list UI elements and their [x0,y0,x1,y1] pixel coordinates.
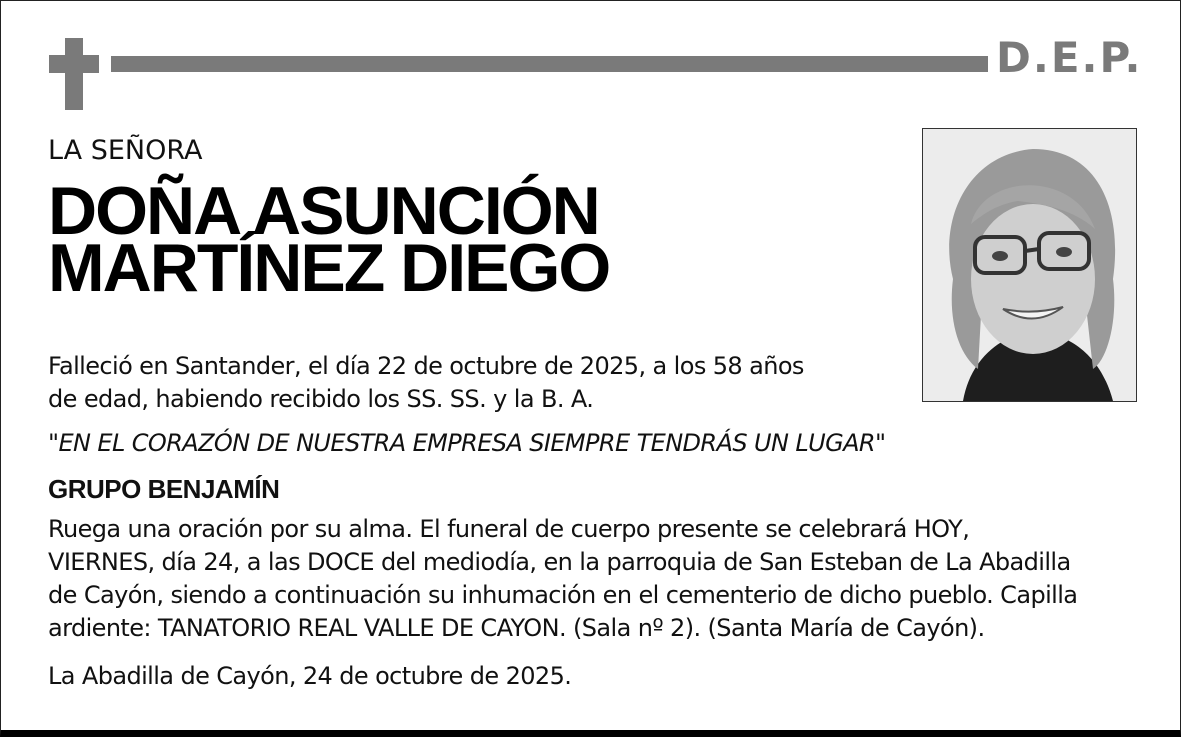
ceremony-line-4: ardiente: TANATORIO REAL VALLE DE CAYON. (Sala nº 2). (Santa María de Cayón). [48,614,985,642]
details-line-2: de edad, habiendo recibido los SS. SS. y la B. A. [48,385,594,413]
cross-icon [49,38,99,110]
death-details [48,350,804,416]
ceremony-details [48,513,1077,645]
company-name: GRUPO BENJAMÍN [48,474,280,504]
deceased-name [48,173,610,306]
title-prefix: LA SEÑORA [48,135,203,166]
ceremony-line-2: VIERNES, día 24, a las DOCE del mediodía, en la parroquia de San Esteban de La Abadilla [48,548,1071,576]
dep-mark: D.E.P. [996,33,1143,82]
ceremony-line-3: de Cayón, siendo a continuación su inhumación en el cementerio de dicho pueblo. Capilla [48,581,1078,609]
name-line-1: DOÑA ASUNCIÓN [48,173,599,249]
details-line-1: Falleció en Santander, el día 22 de octubre de 2025, a los 58 años [48,352,804,380]
portrait-photo [922,128,1137,402]
header-rule [111,56,988,72]
place-date: La Abadilla de Cayón, 24 de octubre de 2025. [48,662,572,690]
ceremony-line-1: Ruega una oración por su alma. El funeral de cuerpo presente se celebrará HOY, [48,515,970,543]
tribute-quote: "EN EL CORAZÓN DE NUESTRA EMPRESA SIEMPRE TENDRÁS UN LUGAR" [48,429,886,457]
name-line-2: MARTÍNEZ DIEGO [48,230,610,306]
